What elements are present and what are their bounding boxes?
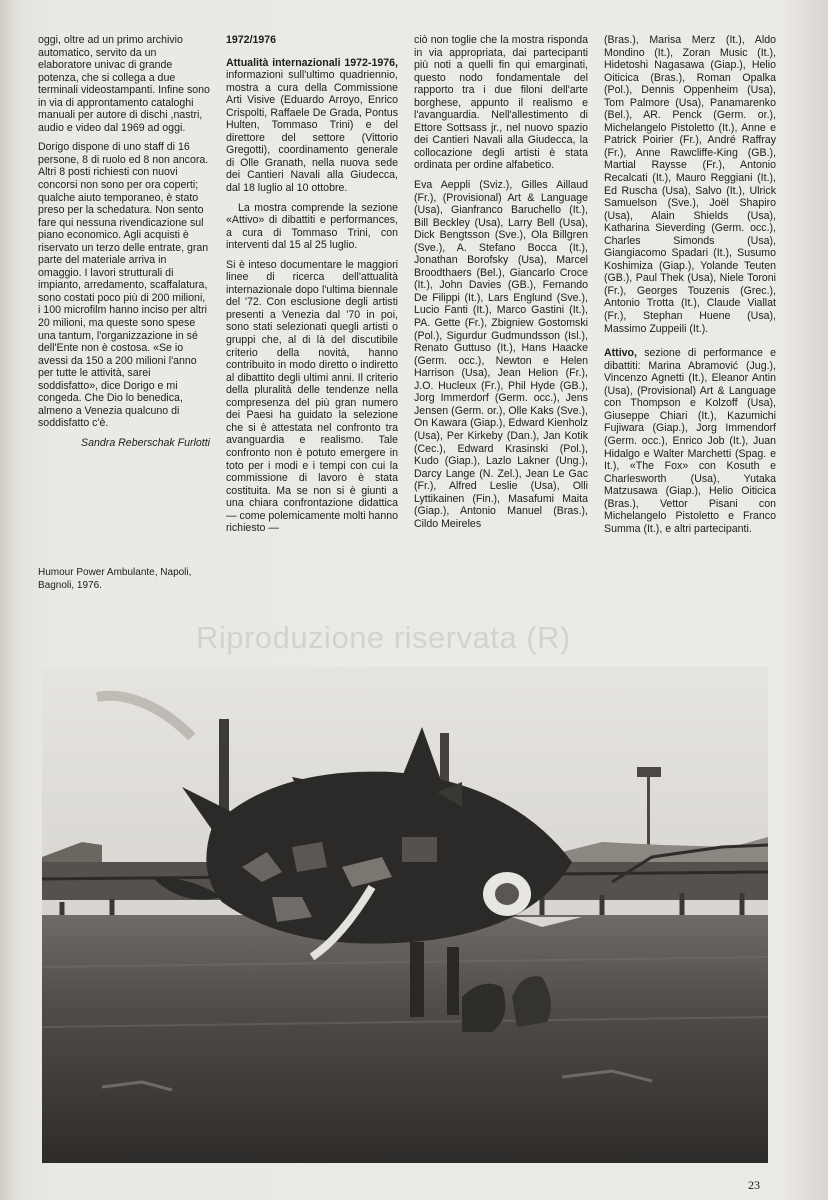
paragraph-text: sezione di performance e dibattiti: Marina Abramović (Jug.), Vincenzo Agnetti (It.), Eleanor Antin (Usa), (Provisional) Art & Language con Thompson e Kolzoff (Usa), Giuseppe Chiari (It.), Kazumichi Fujiwara (Giap.), Jorg Immendorf (Germ. occ.), Enrico Job (It.), Juan Hidalgo e Walter Marchetti (Spag. e It.), «The Fox» con Kosuth e Charlesworth (Usa), Yutaka Matzusawa (Giap.), Helio Oiticica (Bras.), Vettor Pisani con Michelangelo Pistoletto e Franco Summa (It.), e altri partecipanti.	[604, 347, 776, 535]
paragraph-text: informazioni sull'ultimo quadriennio, mostra a cura della Commissione Arti Visive (Eduardo Arroyo, Enrico Crispolti, Raffaele De Grada, Pontus Hulten, Tommaso Trini) e del direttore del settore (Vittorio Gregotti), coordinamento generale di Olle Granath, nella nuova sede dei Cantieri Navali alla Giudecca, dal 18 luglio al 10 ottobre.	[226, 69, 398, 195]
photo-caption: Humour Power Ambulante, Napoli, Bagnoli, 1976.	[38, 567, 192, 591]
paragraph: ciò non toglie che la mostra risponda in via appropriata, dai partecipanti più noti a quelli fin qui emarginati, questo nodo fondamentale del rapporto tra i due filoni dell'arte borghese, appunto il realismo e l'avanguardia. Nell'allestimento di Ettore Sottsass jr., nel nuovo spazio dei Cantieri Navali alla Giudecca, la collocazione degli artisti è stata ordinata per ordine alfabetico.	[414, 34, 588, 172]
text-column-4	[604, 34, 776, 542]
paragraph: Dorigo dispone di uno staff di 16 persone, 8 di ruolo ed 8 non ancora. Altri 8 posti richiesti con nuovi concorsi non sono per ora coperti; qualche aiuto temporaneo, è stato preso per la schedatura. Non sento fare qui nessuna rivendicazione sul piano economico. Agli acquisti è riservato un terzo delle entrate, gran parte del materiale arriva in omaggio. I lavori strutturali di impianto, arredamento, scaffalatura, sono costati poco più di 200 milioni, i 100 microfilm hanno inciso per altri 20 milioni, ma queste sono spese una tantum, l'organizzazione in sé dell'Ente non è costosa. «Se io avessi da 150 a 200 milioni l'anno per tutte le attività, sarei soddisfatto», dice Dorigo e mi congeda. Che Dio lo benedica, almeno a Venezia qualcuno di soddisfatto c'è.	[38, 141, 209, 430]
bold-lead: Attivo,	[604, 347, 637, 360]
text-column-3	[414, 34, 588, 537]
paragraph	[604, 347, 776, 535]
photograph-fish-sculpture	[42, 667, 768, 1163]
text-column-1	[38, 34, 210, 457]
artist-list: (Bras.), Marisa Merz (It.), Aldo Mondino (It.), Zoran Music (It.), Hidetoshi Nagasawa (Giap.), Helio Oiticica (Bras.), Roman Opalka (Pol.), Dennis Oppenheim (Usa), Tom Palmore (Usa), Panamarenko (Bel.), AR. Penck (Germ. or.), Michelangelo Pistoletto (It.), Anne e Patrick Poirier (Fr.), André Raffray (Fr.), Anne Rawcliffe-King (GB.), Martial Raysse (Fr.), Antonio Recalcati (It.), Mauro Reggiani (It.), Ed Ruscha (Usa), Salvo (It.), Ulrick Samuelson (Sve.), Joël Shapiro (Usa), Alain Shields (Usa), Katharina Sieverding (Germ. occ.), Charles Simonds (Usa), Giangiacomo Spadari (It.), Susumo Koshimiza (Giap.), Yolande Teuten (GB.), Paul Thek (Usa), Niele Toroni (Fr.), Georges Touzenis (Grec.), Antonio Trotta (It.), Claude Viallat (Fr.), Stephan Huene (Usa), Massimo Zuppeili (It.).	[604, 34, 776, 335]
paragraph: La mostra comprende la sezione «Attivo» di dibattiti e performances, a cura di Tommaso Trini, con interventi dal 15 al 25 luglio.	[226, 201, 398, 252]
author-signature: Sandra Reberschak Furlotti	[81, 436, 210, 449]
page-number: 23	[748, 1178, 760, 1192]
bold-lead: Attualità internazionali 1972-1976,	[226, 56, 398, 69]
text-column-2	[226, 34, 398, 542]
paragraph: Si è inteso documentare le maggiori linee di ricerca dell'attualità internazionale dopo l'ultima biennale del '72. Con esclusione degli artisti presenti a Venezia dal '70 in poi, sono stati selezionati quegli artisti o gruppi che, al di là del discutibile criterio della novità, hanno contribuito in modo diretto o indiretto al dibattito degli ultimi anni. Il criterio della pluralità delle tendenze nella compresenza del più gran numero dei Paesi ha guidato la selezione che si è attestata nel confronto tra avanguardia e realismo. Tale confronto non è potuto emergere in toto per i modi e i tempi con cui la commissione di lavoro è stata costituita. Ma se non si è giunti a una chiara confrontazione didattica — come polemicamente molti hanno richiesto —	[226, 258, 398, 535]
watermark: Riproduzione riservata (R)	[196, 620, 571, 655]
paragraph	[226, 57, 398, 195]
paragraph: oggi, oltre ad un primo archivio automatico, servito da un elaboratore univac di grande potenza, che si collega a due terminali videostampanti. Infine sono in via di approntamento cataloghi manuali per autore di dischi ,nastri, audio e video dal 1969 ad oggi.	[38, 34, 210, 134]
artist-list: Eva Aeppli (Sviz.), Gilles Aillaud (Fr.), (Provisional) Art & Language (Usa), Gianfranco Baruchello (It.), Bill Beckley (Usa), Larry Bell (Usa), Dick Bengtsson (Sve.), Ola Billgren (Sve.), A. Stefano Bocca (It.), Jonathan Borofsky (Usa), Marcel Broodthaers (Bel.), Giancarlo Croce (It.), John Davies (GB.), Fernando De Filippi (It.), Lars Englund (Sve.), Lucio Fanti (It.), Marco Gastini (It.), PA. Gette (Fr.), Zbigniew Gostomski (Pol.), Sigurdur Gudmundsson (Isl.), Renato Guttuso (It.), Hans Haacke (Germ. occ.), Newton e Helen Harrison (Usa), Jean Helion (Fr.), J.O. Hucleux (Fr.), Phil Hyde (GB.), Jorg Immerdorf (Germ. occ.), Jens Jensen (Germ. or.), Olle Kaks (Sve.), On Kawara (Giap.), Edward Kienholz (Usa), Per Kirkeby (Dan.), Jan Kotik (Cec.), Edward Krasinski (Pol.), Kudo (Giap.), Lazlo Lakner (Ung.), Darcy Lange (N. Zel.), Jean Le Gac (Fr.), Alfred Leslie (Usa), Olli Lyttikainen (Fin.), Masafumi Maita (Giap.), Antonio Manuel (Bras.), Cildo Meireles	[414, 179, 588, 530]
section-heading: 1972/1976	[226, 34, 277, 46]
